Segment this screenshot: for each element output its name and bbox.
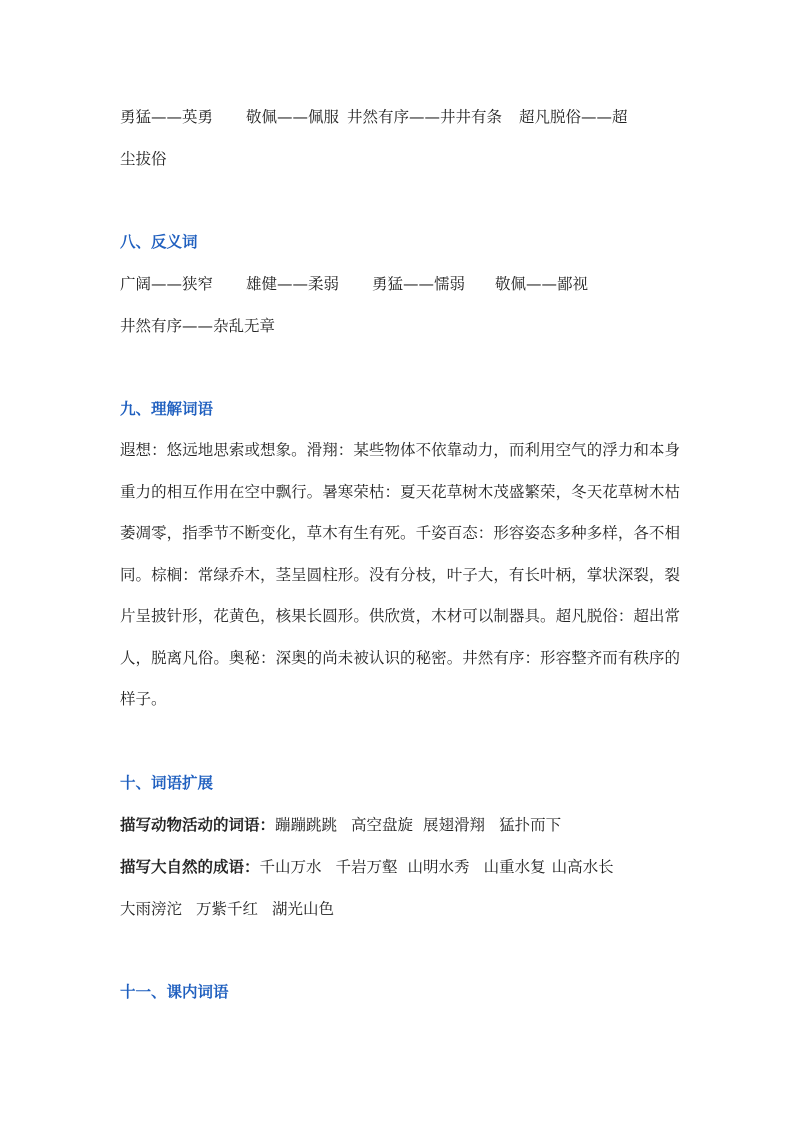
word: 高空盘旋	[351, 816, 414, 834]
animal-words-label: 描写动物活动的词语：	[120, 816, 276, 834]
synonym-pair: 敬佩——佩服	[246, 108, 340, 126]
word-explanations-paragraph: 遐想：悠远地思索或想象。滑翔：某些物体不依靠动力，而利用空气的浮力和本身重力的相互作用在空中飘行。暑寒荣枯：夏天花草树木茂盛繁荣，冬天花草树木枯萎凋零，指季节不断变化，草木有生有死。千姿百态：形容姿态多种多样，各不相同。棕榈：常绿乔木，茎呈圆柱形。没有分枝，叶子大，有长叶柄，掌状深裂，裂片呈披针形，花黄色，核果长圆形。供欣赏，木材可以制器具。超凡脱俗：超出常人，脱离凡俗。奥秘：深奥的尚未被认识的秘密。井然有序：形容整齐而有秩序的样子。	[120, 441, 680, 708]
nature-words-label: 描写大自然的成语：	[120, 858, 260, 876]
antonym-pair: 敬佩——鄙视	[495, 275, 589, 293]
synonym-pair: 勇猛——英勇	[120, 108, 214, 126]
word: 展翅滑翔	[423, 816, 486, 834]
idiom: 万紫千红	[196, 900, 259, 918]
synonym-pair: 井然有序——井井有条	[347, 108, 503, 126]
antonym-pair: 井然有序——杂乱无章	[120, 317, 276, 335]
word: 猛扑而下	[499, 816, 562, 834]
idiom: 山重水复	[483, 858, 546, 876]
synonym-pair: 超凡脱俗——超	[519, 108, 628, 126]
synonym-row	[120, 106, 628, 128]
synonym-row-continued	[120, 148, 167, 170]
idiom: 山明水秀	[407, 858, 470, 876]
idiom: 千山万水	[259, 858, 322, 876]
word: 蹦蹦跳跳	[275, 816, 338, 834]
antonym-pair: 雄健——柔弱	[246, 275, 340, 293]
antonym-row	[120, 273, 588, 295]
section-heading-antonyms: 八、反义词	[120, 233, 198, 251]
idiom: 千岩万壑	[335, 858, 398, 876]
nature-words-row	[120, 856, 614, 878]
antonym-pair: 勇猛——懦弱	[372, 275, 466, 293]
idiom: 山高水长	[551, 858, 614, 876]
section-heading-understand: 九、理解词语	[120, 400, 214, 418]
animal-words-row	[120, 814, 561, 836]
antonym-row	[120, 315, 275, 337]
idiom: 大雨滂沱	[120, 900, 183, 918]
section-heading-lesson-words: 十一、课内词语	[120, 983, 229, 1001]
synonym-pair-tail: 尘拔俗	[120, 150, 167, 168]
section-heading-expand: 十、词语扩展	[120, 774, 214, 792]
antonym-pair: 广阔——狭窄	[120, 275, 214, 293]
idiom: 湖光山色	[272, 900, 335, 918]
nature-words-row	[120, 898, 334, 920]
